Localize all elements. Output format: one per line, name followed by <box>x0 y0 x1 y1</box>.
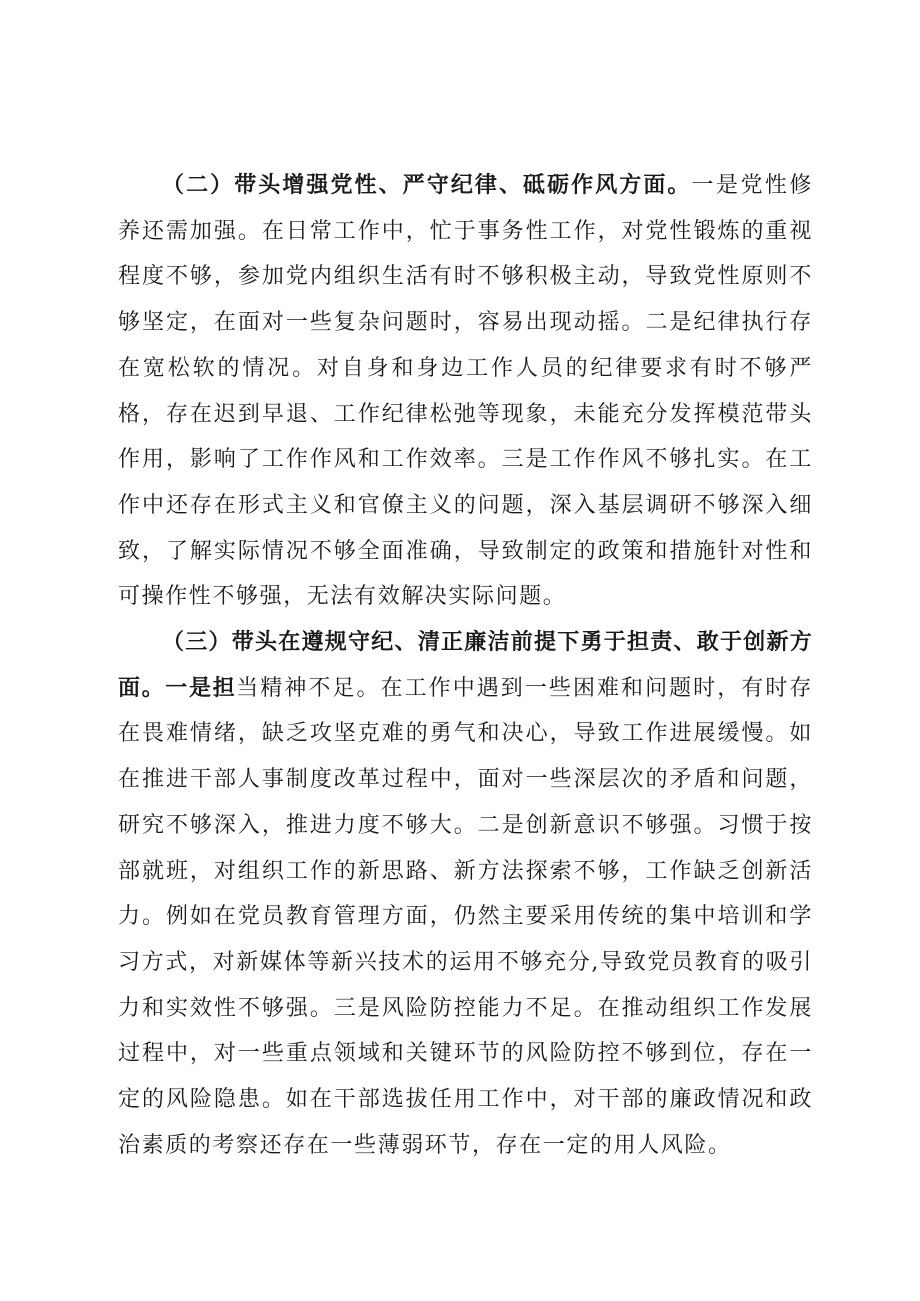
paragraph-text: 一是党性修养还需加强。在日常工作中，忙于事务性工作，对党性锻炼的重视程度不够，参加党内组织生活有时不够积极主动，导致党性原则不够坚定，在面对一些复杂问题时，容易出现动摇。二是纪律执行存在宽松软的情况。对自身和身边工作人员的纪律要求有时不够严格，存在迟到早退、工作纪律松弛等现象，未能充分发挥模范带头作用，影响了工作作风和工作效率。三是工作作风不够扎实。在工作中还存在形式主义和官僚主义的问题，深入基层调研不够深入细致，了解实际情况不够全面准确，导致制定的政策和措施针对性和可操作性不够强，无法有效解决实际问题。 <box>118 173 813 610</box>
document-body <box>118 163 813 1168</box>
section-heading-two: （二）带头增强党性、严守纪律、砥砺作风方面。 <box>162 173 692 198</box>
paragraph-responsibility-innovation <box>118 620 813 1168</box>
paragraph-party-discipline <box>118 163 813 620</box>
paragraph-text: 当精神不足。在工作中遇到一些困难和问题时，有时存在畏难情绪，缺乏攻坚克难的勇气和决心，导致工作进展缓慢。如在推进干部人事制度改革过程中，面对一些深层次的矛盾和问题，研究不够深入，推进力度不够大。二是创新意识不够强。习惯于按部就班，对组织工作的新思路、新方法探索不够，工作缺乏创新活力。例如在党员教育管理方面，仍然主要采用传统的集中培训和学习方式，对新媒体等新兴技术的运用不够充分,导致党员教育的吸引力和实效性不够强。三是风险防控能力不足。在推动组织工作发展过程中，对一些重点领域和关键环节的风险防控不够到位，存在一定的风险隐患。如在干部选拔任用工作中，对干部的廉政情况和政治素质的考察还存在一些薄弱环节，存在一定的用人风险。 <box>118 675 813 1158</box>
section-heading-three: （三）带头在遵规守纪、清正廉洁前提下勇于担责、敢于创新方面。一是担 <box>118 630 813 701</box>
